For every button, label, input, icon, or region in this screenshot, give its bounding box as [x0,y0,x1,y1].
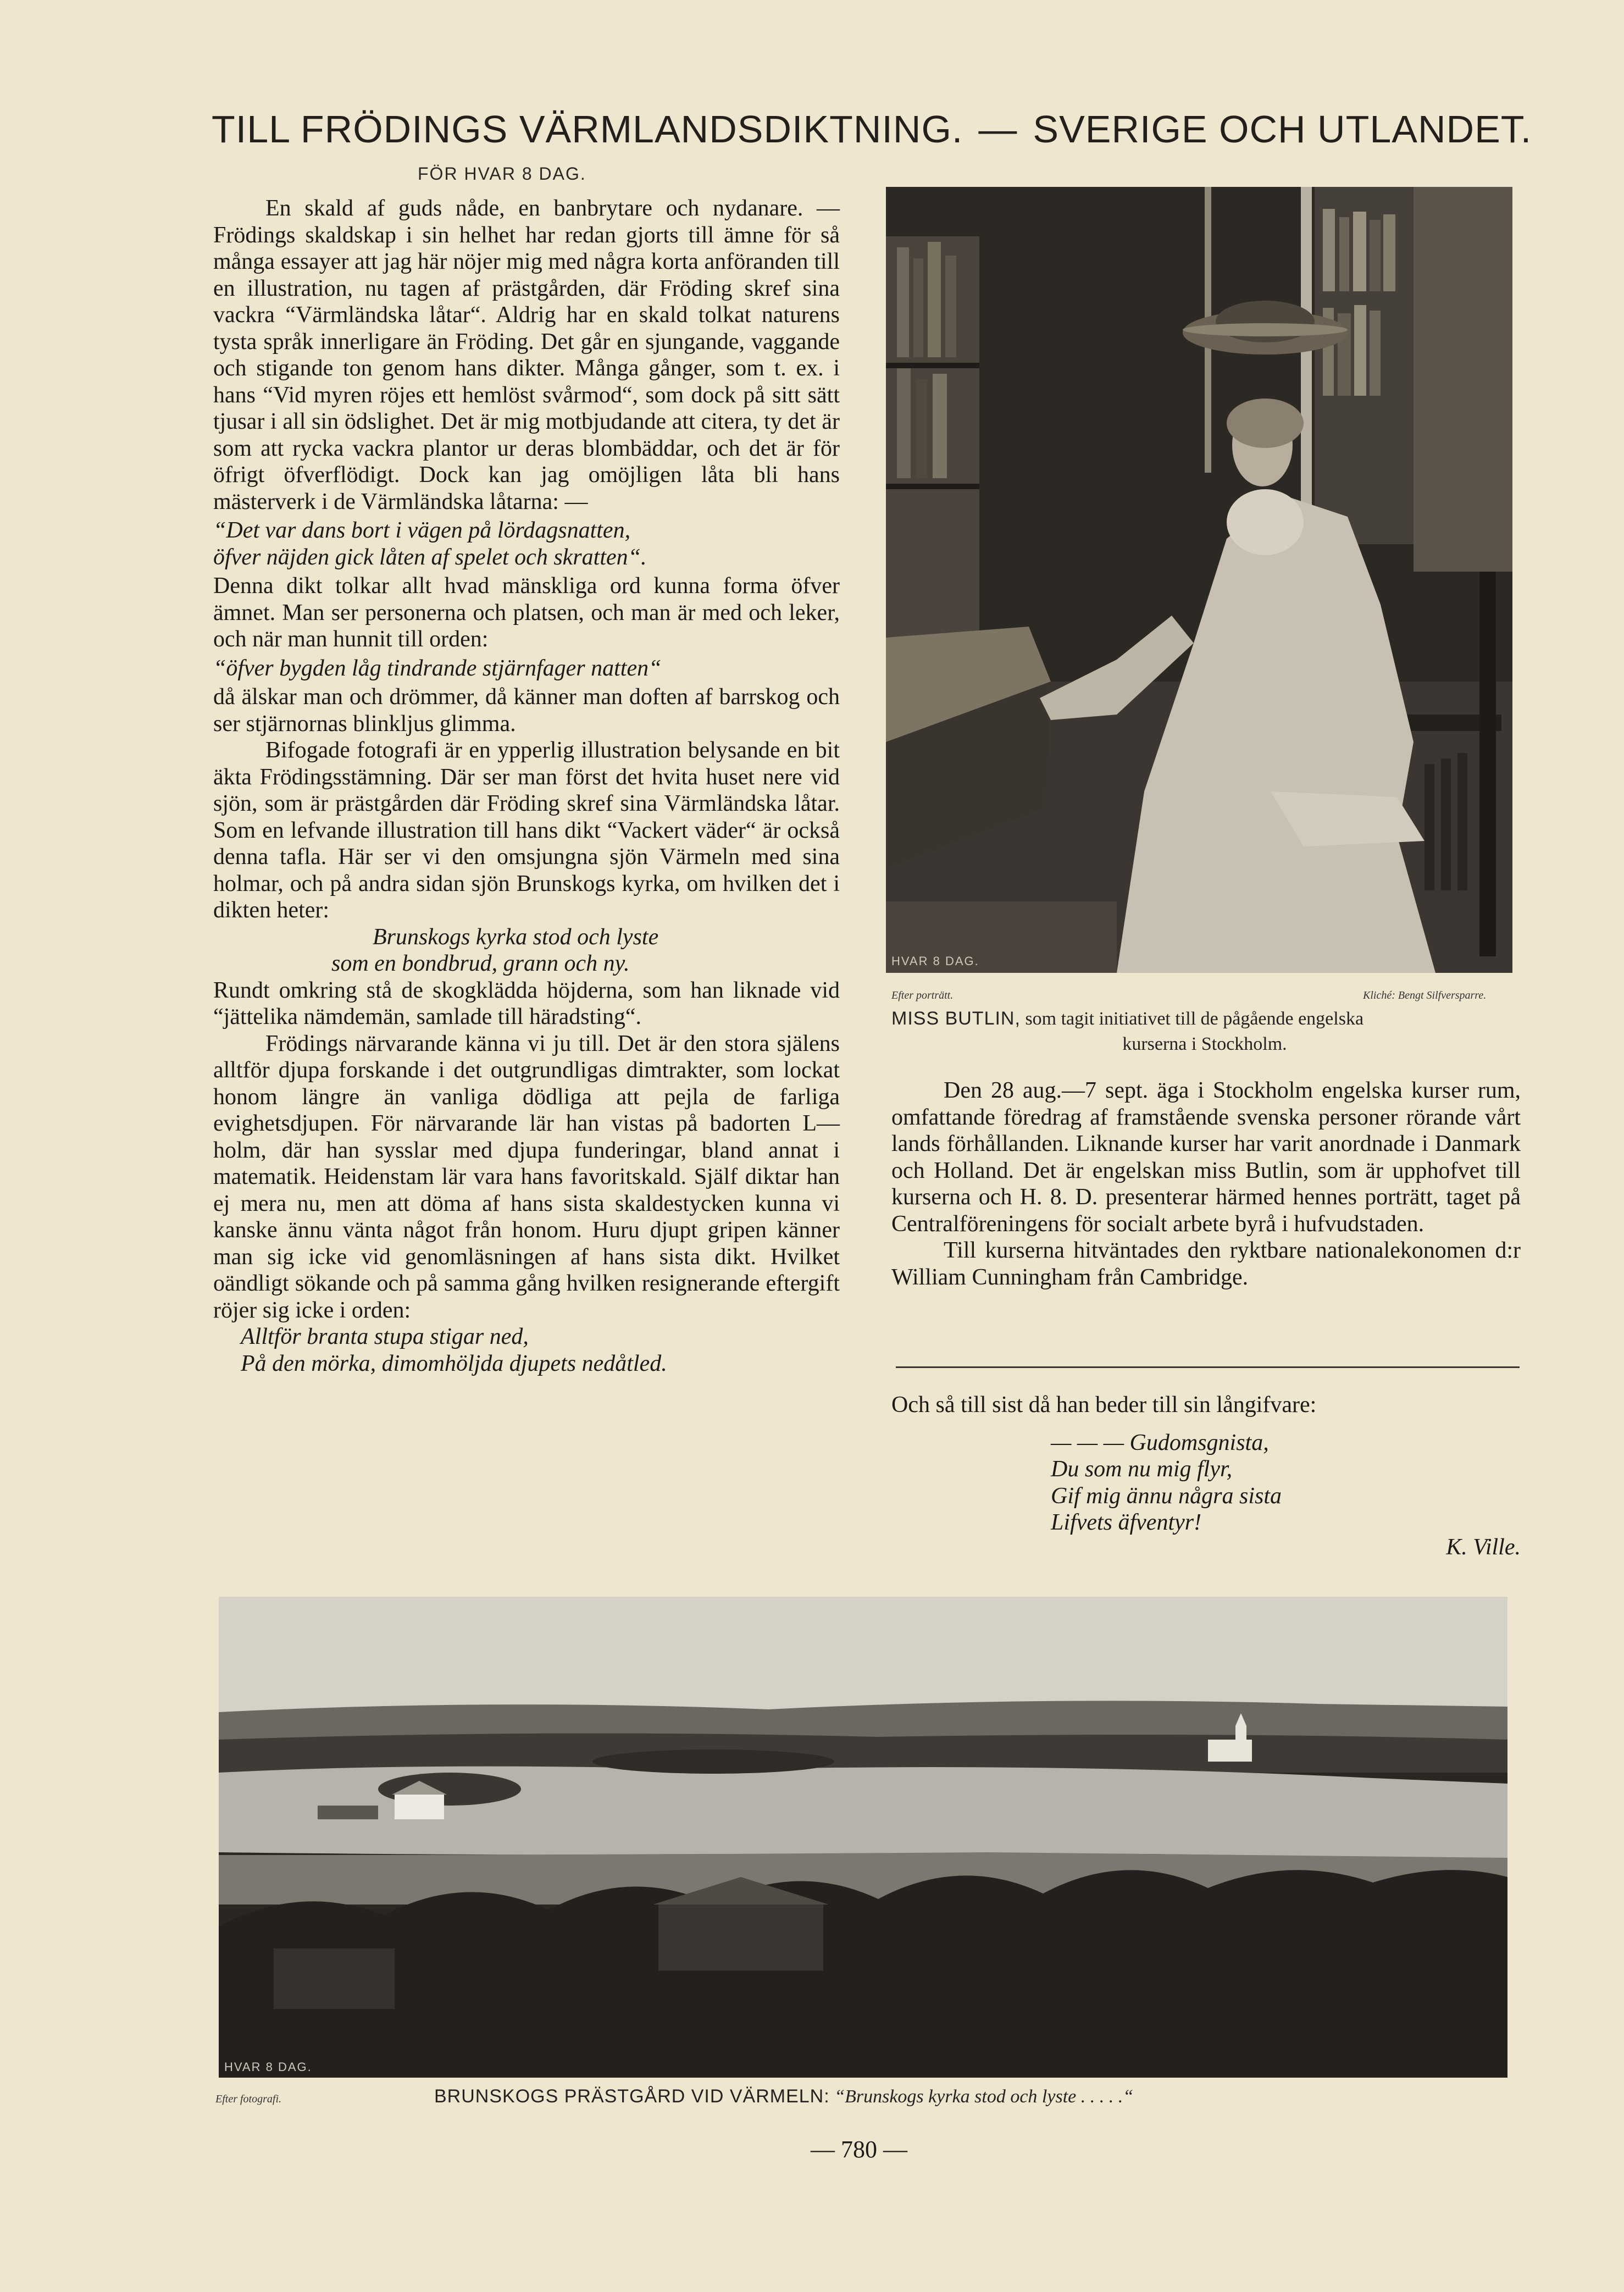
poem-quote-line: “öfver bygden låg tindrande stjärnfager natten“ [213,655,662,681]
article-paragraph: Denna dikt tolkar allt hvad mänskliga ord kunna forma öfver ämnet. Man ser personerna och platsen, och man är med och leker, och när man hunnit till orden: [213,573,840,652]
froding-article [213,195,840,1377]
portrait-credit-left: Efter porträtt. [891,989,954,1001]
poem-quote-line: som en bondbrud, grann och ny. [331,951,630,976]
landscape-photo-brunskog [219,1597,1507,2078]
poem-quote-line: Brunskogs kyrka stod och lyste [373,924,659,950]
poem-line: Du som nu mig flyr, [1051,1457,1233,1482]
froding-article-conclusion [891,1392,1521,1560]
article-paragraph: Bifogade fotografi är en ypperlig illustration belysande en bit äkta Frödingsstämning. Där ser man först det hvita huset nere vid sjön, som är prästgården där Fröding skref sina Värmländska låtar. Som en lefvande illustration till hans dikt “Vackert väder“ är också denna tafla. Här ser vi den omsjungna sjön Värmeln med sina holmar, och på andra sidan sjön Brunskogs kyrka, om hvilken det i dikten heter: [213,738,840,923]
poem-quote-line: “Det var dans bort i vägen på lördagsnatten, [213,518,631,543]
column-divider-rule [896,1366,1520,1368]
article-paragraph: Till kurserna hitväntades den ryktbare nationalekonomen d:r William Cunningham från Cambridge. [891,1238,1521,1290]
header-dash: — [978,108,1018,151]
article-paragraph: Frödings närvarande känna vi ju till. Det är den stora själens alltför djupa forskande i det outgrundligas dimtrakter, som lockat honom längre än vanliga dödliga att pejla de farliga evighetsdjupen. För närvarande lär han vistas på badorten L—holm, där han sysslar med djupa funderingar, bland annat i matematik. Heidenstam lär vara hans favoritskald. Själf diktar han ej mera nu, men att döma af hans sista skaldestycken kunna vi kanske ännu vänta något från honom. Huru djupt gripen känner man sig icke vid genomläsningen af hans sista dikt. Hvilket oändligt sökande och på samma gång hvilken resignerande eftergift röjer sig icke i orden: [213,1031,840,1323]
article-byline: FÖR HVAR 8 DAG. [418,164,586,184]
portrait-caption-name: MISS BUTLIN, [891,1008,1021,1029]
article-paragraph: Den 28 aug.—7 sept. äga i Stockholm engelska kurser rum, omfattande föredrag af framstående svenska personer rörande vårt lands förhållanden. Liknande kurser har varit anordnade i Danmark och Holland. Det är engelskan miss Butlin, som är upphofvet till kurserna och H. 8. D. presenterar härmed hennes porträtt, taget på Centralföreningens för socialt arbete byrå i hufvudstaden. [891,1078,1521,1237]
landscape-illustration [219,1597,1507,2078]
page-header [212,107,1532,151]
landscape-credit: Efter fotografi. [215,2093,281,2105]
portrait-watermark: HVAR 8 DAG. [891,954,979,968]
poem-quote-line: På den mörka, dimomhöljda djupets nedåtled. [241,1350,667,1376]
article-paragraph: Rundt omkring stå de skogklädda höjderna, som han liknade vid “jättelika nämdemän, samlade till häradsting“. [213,977,840,1029]
portrait-caption-text: som tagit initiativet till de pågående engelska [1025,1009,1364,1029]
portrait-illustration [886,187,1512,973]
closing-poem [891,1430,1521,1536]
article-paragraph: En skald af guds nåde, en banbrytare och nydanare. — Frödings skaldskap i sin helhet har redan gjorts till ämne för så många essayer att jag här nöjer mig med några korta anföranden till en illustration, nu tagen af prästgården, där Fröding skref sina vackra “Värmländska låtar“. Aldrig har en skald tolkat naturens tysta språk innerligare än Fröding. Det går en sjungande, vaggande och stigande ton genom hans dikter. Många gånger, som t. ex. i hans “Vid myren röjes ett hemlöst svårmod“, som dock på sitt sätt tjusar i all sin ödslighet. Det är mig motbjudande att citera, ty det är som att rycka vackra plantor ur deras blombäddar, och det är för öfrigt öfverflödigt. Dock kan jag omöjligen låta bli hans mästerverk i de Värmländska låtarna: — [213,196,840,514]
landscape-caption-quote: “Brunskogs kyrka stod och lyste . . . . .“ [834,2086,1134,2107]
landscape-caption-title: BRUNSKOGS PRÄSTGÅRD VID VÄRMELN: [434,2086,830,2107]
poem-quote-line: öfver näjden gick låten af spelet och skratten“. [213,544,647,570]
article-paragraph: Och så till sist då han beder till sin långifvare: [891,1392,1317,1418]
author-signature: K. Ville. [1446,1534,1521,1560]
page-number: — 780 — [811,2136,907,2163]
landscape-caption [434,2086,1506,2107]
portrait-photo-miss-butlin [886,187,1512,973]
poem-line: Lifvets äfventyr! [1051,1510,1202,1535]
article-paragraph: då älskar man och drömmer, då känner man doften af barrskog och ser stjärnornas blinkljus glimma. [213,684,840,737]
portrait-caption [891,1006,1518,1057]
poem-quote-line: Alltför branta stupa stigar ned, [241,1324,529,1349]
landscape-watermark: HVAR 8 DAG. [224,2060,312,2074]
portrait-credit-right: Kliché: Bengt Silfversparre. [1363,989,1487,1001]
header-right-title: SVERIGE OCH UTLANDET. [1033,108,1532,151]
kurser-article [891,1077,1521,1291]
poem-line: Gif mig ännu några sista [1051,1483,1282,1509]
poem-line: — — — Gudomsgnista, [1051,1430,1269,1455]
portrait-caption-text-line2: kurserna i Stockholm. [1122,1034,1287,1054]
header-left-title: TILL FRÖDINGS VÄRMLANDSDIKTNING. [212,108,963,151]
